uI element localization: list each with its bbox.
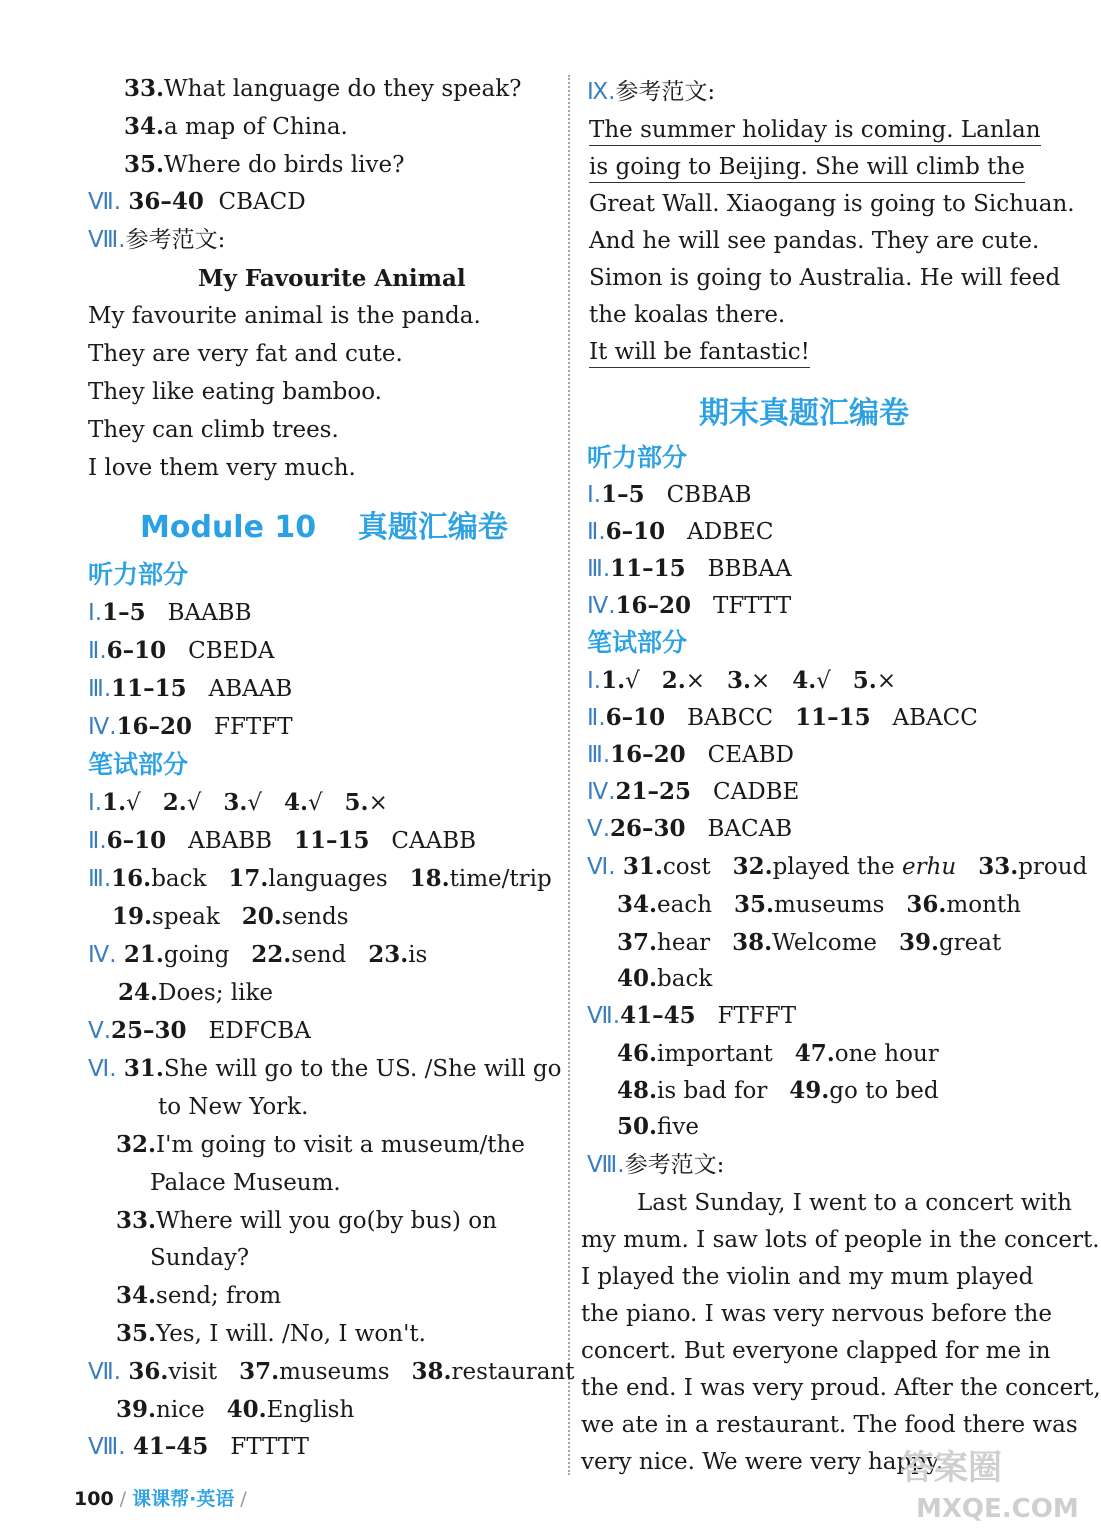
essay-line: They can climb trees. [88, 417, 339, 443]
ix-essay-line: the koalas there. [589, 302, 786, 328]
writing-i: Ⅰ.1.√ 2.× 3.× 4.√ 5.× [587, 667, 897, 694]
writing-viii: Ⅷ. 41–45 FTTTT [88, 1433, 309, 1460]
writing-iv-cont: 24.Does; like [118, 979, 274, 1006]
final-exam-title: 期末真题汇编卷 [699, 396, 909, 431]
brand-label: 课课帮·英语 [132, 1488, 235, 1510]
listening-heading: 听力部分 [587, 443, 688, 472]
ix-essay-line: And he will see pandas. They are cute. [589, 228, 1040, 254]
listening-heading: 听力部分 [88, 560, 189, 589]
page-footer: 100 / 课课帮·英语 / [74, 1488, 247, 1510]
listening-row: Ⅳ.16–20 TFTTT [587, 592, 792, 619]
essay-line: I love them very much. [88, 455, 356, 481]
watermark-url: MXQE.COM [916, 1494, 1079, 1524]
writing-ii: Ⅱ.6–10 ABABB 11–15 CAABB [88, 827, 477, 854]
ix-essay-line: It will be fantastic! [589, 337, 810, 367]
viii-essay-line: Last Sunday, I went to a concert with [637, 1190, 1072, 1216]
listening-row: Ⅰ.1–5 CBBAB [587, 481, 752, 508]
section-ix-label: Ⅸ.参考范文: [587, 79, 716, 105]
writing-vi-33-cont: Sunday? [150, 1245, 250, 1271]
writing-vii: Ⅶ.41–45 FTFFT [587, 1002, 797, 1029]
writing-vi-31-cont: to New York. [158, 1094, 309, 1120]
writing-iii: Ⅲ.16.back 17.languages 18.time/trip [88, 865, 552, 892]
section-viii-label: Ⅷ.参考范文: [88, 227, 226, 253]
listening-row: Ⅱ.6–10 CBEDA [88, 637, 275, 664]
writing-vi-32: 32.I'm going to visit a museum/the [116, 1131, 525, 1158]
writing-vi-35: 35.Yes, I will. /No, I won't. [116, 1320, 426, 1347]
section-viii-label: Ⅷ.参考范文: [587, 1152, 725, 1178]
writing-vi-cont: 37.hear 38.Welcome 39.great [617, 929, 1002, 956]
watermark-logo: 答案圈 [900, 1448, 1002, 1488]
viii-essay-line: I played the violin and my mum played [581, 1264, 1034, 1290]
viii-essay-line: concert. But everyone clapped for me in [581, 1338, 1051, 1364]
writing-v: Ⅴ.25–30 EDFCBA [88, 1017, 311, 1044]
writing-v: Ⅴ.26–30 BACAB [587, 815, 793, 842]
essay-title: My Favourite Animal [198, 265, 466, 292]
writing-ii: Ⅱ.6–10 BABCC 11–15 ABACC [587, 704, 978, 731]
ix-essay-line: Great Wall. Xiaogang is going to Sichuan. [589, 191, 1075, 217]
viii-essay-line: the piano. I was very nervous before the [581, 1301, 1052, 1327]
page-number: 100 [74, 1488, 114, 1510]
writing-heading: 笔试部分 [587, 628, 688, 657]
essay-line: They are very fat and cute. [88, 341, 403, 367]
viii-essay-line: very nice. We were very happy. [581, 1449, 944, 1475]
writing-vii-cont: 48.is bad for 49.go to bed [617, 1077, 939, 1104]
listening-row: Ⅲ.11–15 ABAAB [88, 675, 293, 702]
answer-33: 33.What language do they speak? [124, 75, 522, 102]
writing-vi-34: 34.send; from [116, 1282, 282, 1309]
writing-vii-cont: 46.important 47.one hour [617, 1040, 939, 1067]
viii-essay-line: the end. I was very proud. After the concert, [581, 1375, 1101, 1401]
writing-vii: Ⅶ. 36.visit 37.museums 38.restaurant [88, 1358, 575, 1385]
ix-essay-line: Simon is going to Australia. He will feed [589, 265, 1061, 291]
ix-essay-line: The summer holiday is coming. Lanlan [589, 115, 1041, 145]
writing-vi-cont: 40.back [617, 965, 713, 992]
ix-essay-line: is going to Beijing. She will climb the [589, 152, 1025, 182]
listening-row: Ⅱ.6–10 ADBEC [587, 518, 774, 545]
answer-34: 34.a map of China. [124, 113, 348, 140]
writing-vi-31: Ⅵ. 31.She will go to the US. /She will go [88, 1055, 562, 1082]
listening-row: Ⅳ.16–20 FFTFT [88, 713, 293, 740]
viii-essay-line: we ate in a restaurant. The food there was [581, 1412, 1078, 1438]
essay-line: They like eating bamboo. [88, 379, 382, 405]
listening-row: Ⅲ.11–15 BBBAA [587, 555, 792, 582]
column-divider [568, 75, 570, 1475]
writing-iii-cont: 19.speak 20.sends [112, 903, 349, 930]
writing-vi: Ⅵ. 31.cost 32.played the erhu 33.proud [587, 853, 1088, 880]
writing-vi-32-cont: Palace Museum. [150, 1170, 341, 1196]
writing-iii: Ⅲ.16–20 CEABD [587, 741, 794, 768]
writing-i: Ⅰ.1.√ 2.√ 3.√ 4.√ 5.× [88, 789, 388, 816]
writing-vi-33: 33.Where will you go(by bus) on [116, 1207, 497, 1234]
writing-vii-cont: 50.five [617, 1113, 699, 1140]
module-title: Module 10 真题汇编卷 [140, 510, 508, 545]
writing-iv: Ⅳ.21–25 CADBE [587, 778, 800, 805]
viii-essay-line: my mum. I saw lots of people in the concert. [581, 1227, 1100, 1253]
section-vii: Ⅶ. 36–40 CBACD [88, 188, 306, 215]
writing-heading: 笔试部分 [88, 750, 189, 779]
writing-vii-cont: 39.nice 40.English [116, 1396, 355, 1423]
essay-line: My favourite animal is the panda. [88, 303, 481, 329]
answer-35: 35.Where do birds live? [124, 151, 405, 178]
writing-iv: Ⅳ. 21.going 22.send 23.is [88, 941, 428, 968]
listening-row: Ⅰ.1–5 BAABB [88, 599, 252, 626]
writing-vi-cont: 34.each 35.museums 36.month [617, 891, 1021, 918]
